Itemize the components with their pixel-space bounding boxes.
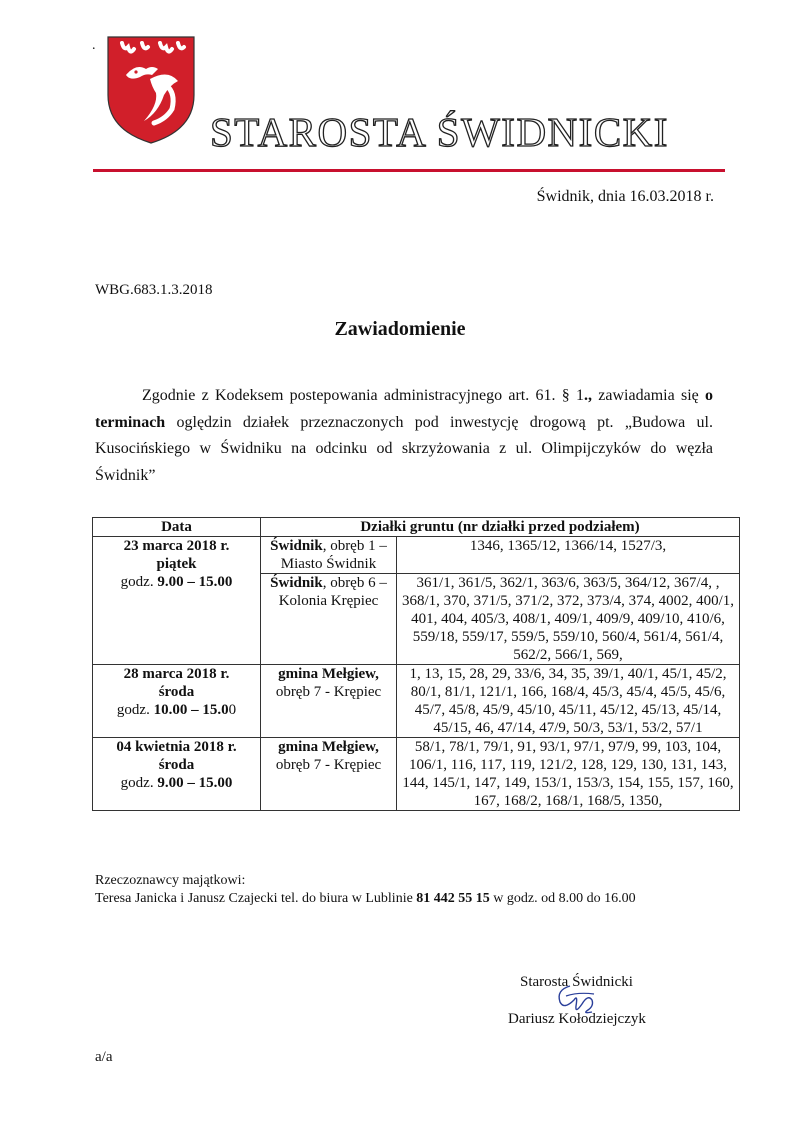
area-cell [261,665,397,738]
date-text: 04 kwietnia 2018 r. [116,739,237,755]
phone-number: 81 442 55 15 [416,891,494,906]
area-name: Świdnik [270,575,323,591]
office-hours: w godz. od 8.00 do 16.00 [493,891,636,906]
hours-text: 9.00 – 15.00 [157,775,233,791]
hours-prefix: godz. [120,775,158,791]
signatory-title: Starosta Świdnicki [520,974,633,990]
appraisers-label: Rzeczoznawcy majątkowi: [95,873,246,888]
area-detail: , obręb 6 – Kolonia Krępiec [278,575,387,609]
weekday-text: środa [158,757,195,773]
appraisers-contact [95,890,636,908]
hours-text: 10.00 – 15.0 [153,702,229,718]
intro-text-1-bold: ., [584,387,593,404]
date-text: 23 marca 2018 r. [123,538,230,554]
date-cell [93,665,261,738]
hours-suffix: 0 [228,702,237,718]
area-cell [261,574,397,665]
stray-dot: . [92,38,96,53]
plots-cell: 58/1, 78/1, 79/1, 91, 93/1, 97/1, 97/9, 99, 103, 104, 106/1, 116, 117, 119, 121/2, 128, 129, 130, 131, 143, 144, 145/1, 147, 149, 153/1, 153/3, 154, 155, 157, 160, 167, 168/2, 168/1, 168/5, 1350, [397,738,740,811]
date-text: 28 marca 2018 r. [123,666,230,682]
table-row [93,665,740,738]
area-name: gmina Mełgiew, [278,739,379,755]
header-plots: Działki gruntu (nr działki przed podziałem) [261,518,740,537]
place-and-date: Świdnik, dnia 16.03.2018 r. [536,188,714,205]
hours-prefix: godz. [116,702,154,718]
header-divider [93,169,725,172]
date-cell [93,537,261,665]
footnote: a/a [95,1049,113,1065]
intro-text-1: Zgodnie z Kodeksem postepowania administracyjnego art. 61. § 1 [142,387,585,404]
area-cell [261,537,397,574]
weekday-text: środa [158,684,195,700]
area-cell [261,738,397,811]
plots-cell: 361/1, 361/5, 362/1, 363/6, 363/5, 364/12, 367/4, , 368/1, 370, 371/5, 371/2, 372, 373/4, 374, 4002, 400/1, 401, 404, 405/3, 408/1, 409/1, 409/9, 409/10, 410/6, 559/18, 559/17, 559/5, 559/10, 560/4, 561/4, 561/4, 562/2, 566/1, 569, [397,574,740,665]
coat-of-arms-logo [106,35,196,145]
organization-title: STAROSTA ŚWIDNICKI [210,109,669,155]
date-cell [93,738,261,811]
intro-paragraph [95,383,713,489]
weekday-text: piątek [156,556,197,572]
appraisers-block [95,872,636,908]
header-date: Data [93,518,261,537]
case-reference: WBG.683.1.3.2018 [95,282,213,298]
table-header-row [93,518,740,537]
hours-text: 9.00 – 15.00 [157,574,233,590]
hours-prefix: godz. [120,574,158,590]
document-heading: Zawiadomienie [334,318,466,340]
inspection-schedule-table [92,517,740,811]
intro-text-3: oględzin działek przeznaczonych pod inwestycję drogową pt. „Budowa ul. Kusocińskiego w Świdniku na odcinku od skrzyżowania z ul. Olimpijczyków do węzła Świdnik” [95,413,713,484]
intro-text-2: zawiadamia się [592,387,706,404]
table-row [93,738,740,811]
area-detail: obręb 7 - Krępiec [275,757,382,773]
area-detail: , obręb 1 – Miasto Świdnik [280,538,387,572]
area-detail: obręb 7 - Krępiec [275,684,382,700]
appraisers-names: Teresa Janicka i Janusz Czajecki tel. do biura w Lublinie [95,891,417,906]
plots-cell: 1346, 1365/12, 1366/14, 1527/3, [397,537,740,574]
area-name: Świdnik [270,538,323,554]
signatory-name: Dariusz Kołodziejczyk [508,1011,646,1027]
plots-cell: 1, 13, 15, 28, 29, 33/6, 34, 35, 39/1, 40/1, 45/1, 45/2, 80/1, 81/1, 121/1, 166, 168/4, 45/3, 45/4, 45/5, 45/6, 45/7, 45/8, 45/9, 45/10, 45/11, 45/12, 45/13, 45/14, 45/15, 46, 47/14, 47/9, 50/3, 53/1, 53/2, 57/1 [397,665,740,738]
table-row [93,537,740,574]
area-name: gmina Mełgiew, [278,666,379,682]
intro-text-bold: o terminach [95,387,714,431]
